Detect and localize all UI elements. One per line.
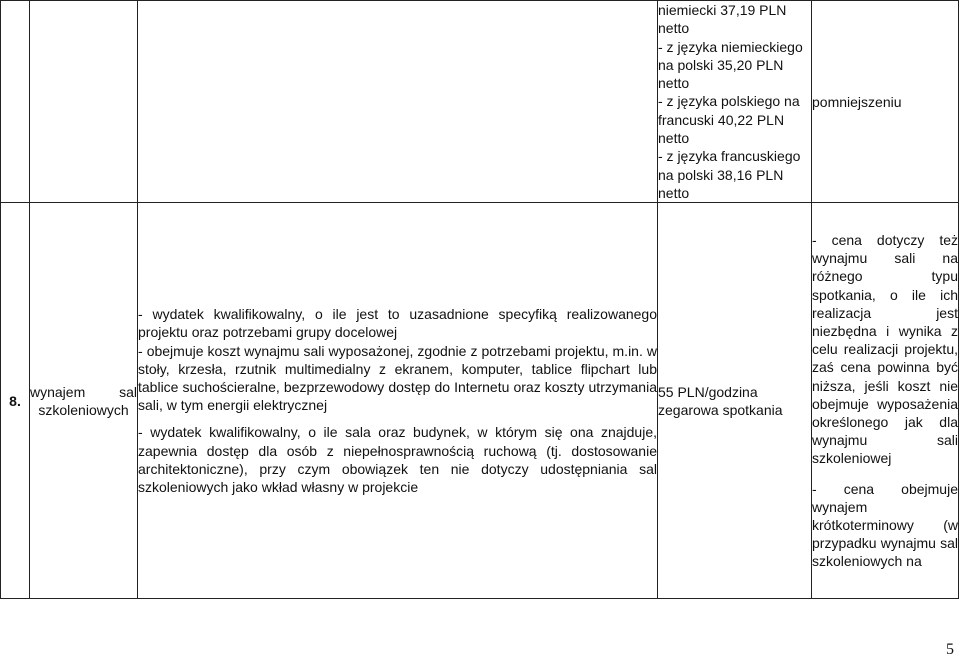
row-number: 8. — [1, 203, 30, 599]
name-cell — [30, 1, 138, 203]
rate-line: netto — [658, 130, 690, 147]
description-cell — [138, 1, 658, 203]
remarks-text: pomniejszeniu — [812, 93, 902, 110]
rate-line: na polski 35,20 PLN — [658, 56, 784, 73]
item-remarks-cell — [812, 203, 959, 599]
description-paragraph: - wydatek kwalifikowalny, o ile sala oraz budynek, w którym się ona znajduje, zapewnia dostęp dla osób z niepełnosprawnością ruchową (tj. dostosowanie architektoniczne), przy czym obowiązek ten nie dotyczy udostępniania sal szkoleniowych jako wkład własny w projekcie — [138, 424, 657, 496]
table-row — [1, 1, 959, 203]
description-paragraph: - obejmuje koszt wynajmu sali wyposażonej, zgodnie z potrzebami projektu, m.in. w stoły, krzesła, rzutnik multimedialny z ekranem, komputer, tablice flipchart lub tablice suchościeralne, bezprzewodowy dostęp do Internetu oraz koszty utrzymania sali, w tym energii elektrycznej — [138, 342, 657, 414]
rate-cell — [658, 1, 812, 203]
item-name-cell — [30, 203, 138, 599]
rate-line: netto — [658, 184, 690, 201]
item-rate-cell — [658, 203, 812, 599]
rate-line: francuski 40,22 PLN — [658, 111, 785, 128]
rate-line: - z języka francuskiego — [658, 148, 801, 165]
rate-line: netto — [658, 20, 690, 37]
description-paragraph: - wydatek kwalifikowalny, o ile jest to uzasadnione specyfiką realizowanego projektu oraz potrzebami grupy docelowej — [138, 306, 657, 341]
item-description-cell — [138, 203, 658, 599]
remarks-paragraph: - cena obejmuje wynajem krótkoterminowy (w przypadku wynajmu sal szkoleniowych na — [812, 480, 958, 570]
rate-line: - z języka niemieckiego — [658, 38, 803, 55]
rate-line: netto — [658, 75, 690, 92]
remarks-cell — [812, 1, 959, 203]
remarks-paragraph: - cena dotyczy też wynajmu sali na różnego typu spotkania, o ile ich realizacja jest niezbędna i wynika z celu realizacji projektu, zaś cena powinna być niższa, jeśli koszt nie obejmuje wyposażenia określonego jak dla wynajmu sali szkoleniowej — [812, 231, 958, 467]
item-name-line: wynajem sal — [30, 383, 137, 400]
rate-line: niemiecki 37,19 PLN — [658, 2, 787, 18]
table-row — [1, 203, 959, 599]
rate-line: na polski 38,16 PLN — [658, 166, 784, 183]
number-cell — [1, 1, 30, 203]
item-name-line: szkoleniowych — [38, 401, 129, 418]
item-rate-text: 55 PLN/godzina zegarowa spotkania — [658, 383, 783, 418]
page-number: 5 — [946, 641, 954, 658]
rate-line: - z języka polskiego na — [658, 93, 800, 110]
